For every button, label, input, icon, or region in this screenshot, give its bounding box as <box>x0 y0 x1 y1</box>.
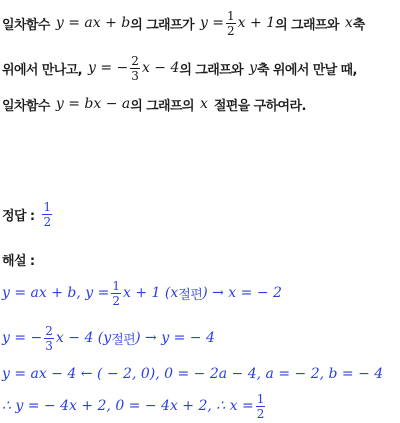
math: ) → y = − 4 <box>135 330 215 346</box>
math: y = − <box>2 330 43 346</box>
math: x <box>199 96 208 112</box>
text: 위에서 만나고, <box>2 62 83 78</box>
math: y <box>103 330 112 346</box>
math: x + 1 <box>237 15 276 31</box>
text: 절편을 구하여라. <box>213 98 306 114</box>
numerator: 1 <box>227 8 235 23</box>
solution-label: 해설 : <box>2 253 35 269</box>
problem-line-1 <box>2 6 365 40</box>
fraction <box>130 55 140 82</box>
math: y = <box>199 15 225 31</box>
math: x − 4 ( <box>55 330 104 346</box>
numerator: 1 <box>43 199 52 214</box>
denominator: 2 <box>256 406 265 421</box>
solution-line-4 <box>2 390 267 422</box>
math: x + 1 ( <box>123 285 171 301</box>
fraction <box>256 393 266 420</box>
text: 의 그래프와 <box>275 17 339 33</box>
answer-label: 정답 : <box>2 208 35 224</box>
math: y = ax + b, y = <box>2 285 110 301</box>
math: x <box>170 285 179 301</box>
fraction <box>111 280 121 307</box>
math: ∴ y = − 4x + 2, 0 = − 4x + 2, ∴ x = <box>2 398 254 414</box>
math: y <box>249 60 258 76</box>
denominator: 3 <box>131 68 139 83</box>
math: y = ax + b <box>55 15 131 31</box>
text: 일차함수 <box>2 17 50 33</box>
math: y = bx − a <box>55 96 131 112</box>
denominator: 2 <box>43 214 52 229</box>
problem-line-2 <box>2 48 357 88</box>
text: 축 위에서 만날 때, <box>257 62 357 78</box>
text: 절편 <box>178 287 203 303</box>
problem-line-3 <box>2 93 306 115</box>
denominator: 2 <box>227 23 235 38</box>
text: 의 그래프와 <box>179 62 244 78</box>
math: x − 4 <box>141 60 180 76</box>
denominator: 2 <box>112 293 121 308</box>
text: 절편 <box>111 332 136 348</box>
fraction <box>226 10 236 37</box>
math: x <box>344 15 353 31</box>
math: y = ax − 4 ← ( − 2, 0), 0 = − 2a − 4, a = − 2, b = − 4 <box>2 366 384 382</box>
fraction <box>44 325 54 352</box>
solution-line-1 <box>2 275 282 311</box>
text: 의 그래프의 <box>130 98 194 114</box>
numerator: 2 <box>45 323 53 338</box>
answer-fraction <box>42 201 52 228</box>
text: 일차함수 <box>2 98 50 114</box>
answer-line <box>2 196 54 232</box>
solution-label-line <box>2 249 34 269</box>
text: 축 <box>352 17 365 33</box>
solution-line-3 <box>2 364 383 384</box>
numerator: 1 <box>112 278 121 293</box>
solution-line-2 <box>2 320 215 356</box>
math: ) → x = − 2 <box>202 285 282 301</box>
text: 의 그래프가 <box>130 17 194 33</box>
numerator: 1 <box>256 391 265 406</box>
denominator: 3 <box>45 338 53 353</box>
math: y = − <box>88 60 129 76</box>
numerator: 2 <box>131 53 139 68</box>
